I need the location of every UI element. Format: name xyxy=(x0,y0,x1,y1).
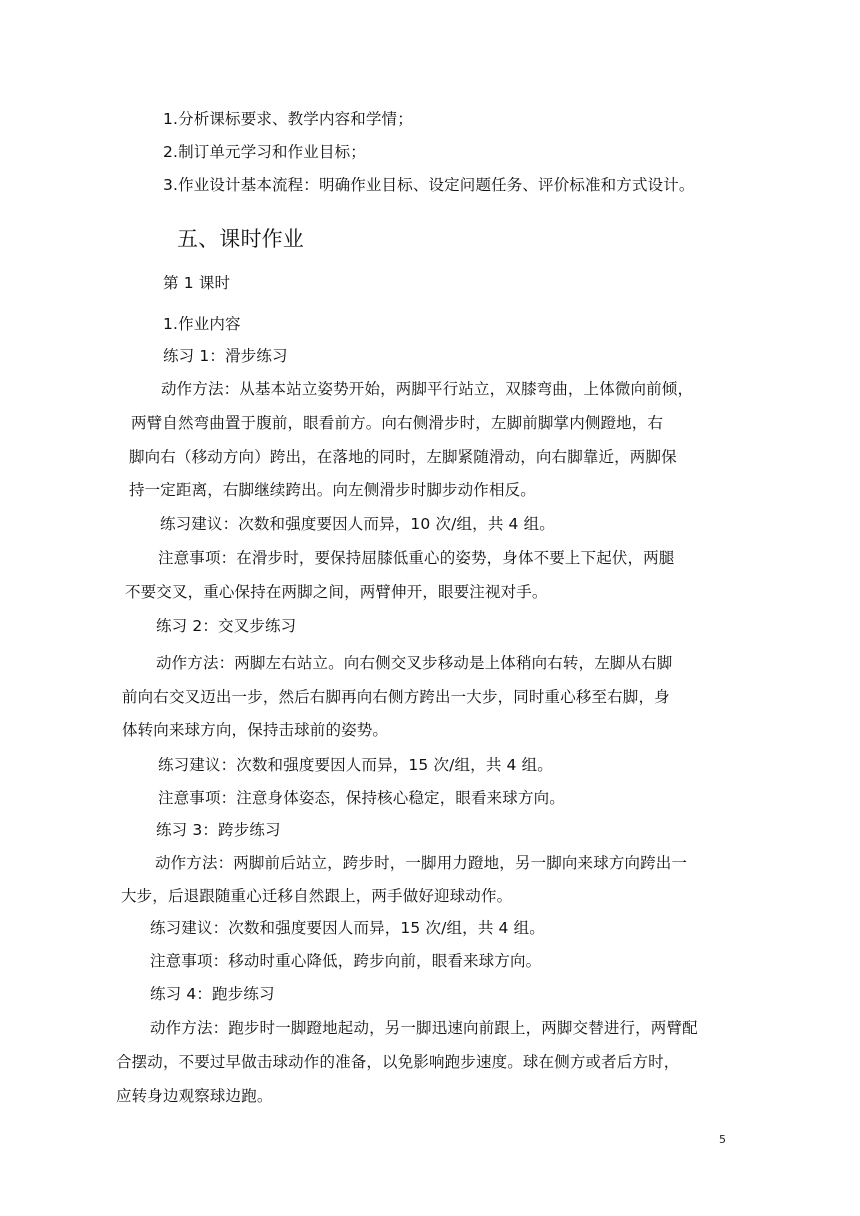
step-1: 1.分析课标要求、教学内容和学情； xyxy=(163,110,413,128)
exercise-4-method-line: 应转身边观察球边跑。 xyxy=(116,1087,273,1105)
exercise-2-advice: 练习建议：次数和强度要因人而异，15 次/组，共 4 组。 xyxy=(158,756,553,774)
lesson-title: 第 1 课时 xyxy=(163,274,231,292)
exercise-1-notes-line: 不要交叉，重心保持在两脚之间，两臂伸开，眼要注视对手。 xyxy=(125,583,548,601)
exercise-1-advice: 练习建议：次数和强度要因人而异，10 次/组，共 4 组。 xyxy=(160,515,555,533)
page-number: 5 xyxy=(719,1133,726,1146)
exercise-2-method-line: 体转向来球方向，保持击球前的姿势。 xyxy=(122,721,389,739)
exercise-4-method-line: 合摆动，不要过早做击球动作的准备，以免影响跑步速度。球在侧方或者后方时， xyxy=(116,1053,680,1071)
exercise-3-title: 练习 3：跨步练习 xyxy=(156,821,281,839)
exercise-2-method-line: 前向右交叉迈出一步，然后右脚再向右侧方跨出一大步，同时重心移至右脚，身 xyxy=(122,688,670,706)
exercise-3-method-line: 大步，后退跟随重心迁移自然跟上，两手做好迎球动作。 xyxy=(121,887,513,905)
exercise-1-method-line: 持一定距离，右脚继续跨出。向左侧滑步时脚步动作相反。 xyxy=(129,481,536,499)
exercise-1-notes-line: 注意事项：在滑步时，要保持屈膝低重心的姿势，身体不要上下起伏，两腿 xyxy=(158,549,675,567)
exercise-2-method-line: 动作方法：两脚左右站立。向右侧交叉步移动是上体稍向右转，左脚从右脚 xyxy=(156,654,673,672)
exercise-2-notes-line: 注意事项：注意身体姿态，保持核心稳定，眼看来球方向。 xyxy=(158,789,565,807)
step-3: 3.作业设计基本流程：明确作业目标、设定问题任务、评价标准和方式设计。 xyxy=(163,176,695,194)
content-title: 1.作业内容 xyxy=(163,315,241,333)
exercise-1-title: 练习 1：滑步练习 xyxy=(163,347,288,365)
exercise-1-method-line: 动作方法：从基本站立姿势开始，两脚平行站立，双膝弯曲，上体微向前倾， xyxy=(161,380,694,398)
step-2: 2.制订单元学习和作业目标； xyxy=(163,143,366,161)
exercise-4-title: 练习 4：跑步练习 xyxy=(150,985,275,1003)
exercise-3-advice: 练习建议：次数和强度要因人而异，15 次/组，共 4 组。 xyxy=(150,919,545,937)
exercise-1-method-line: 脚向右（移动方向）跨出，在落地的同时，左脚紧随滑动，向右脚靠近，两脚保 xyxy=(129,448,677,466)
exercise-3-notes-line: 注意事项：移动时重心降低，跨步向前，眼看来球方向。 xyxy=(150,952,542,970)
section-title: 五、课时作业 xyxy=(177,227,304,251)
exercise-3-method-line: 动作方法：两脚前后站立，跨步时，一脚用力蹬地，另一脚向来球方向跨出一 xyxy=(155,854,688,872)
exercise-1-method-line: 两臂自然弯曲置于腹前，眼看前方。向右侧滑步时，左脚前脚掌内侧蹬地，右 xyxy=(131,414,664,432)
exercise-4-method-line: 动作方法：跑步时一脚蹬地起动，另一脚迅速向前跟上，两脚交替进行，两臂配 xyxy=(150,1019,698,1037)
exercise-2-title: 练习 2：交叉步练习 xyxy=(156,617,297,635)
